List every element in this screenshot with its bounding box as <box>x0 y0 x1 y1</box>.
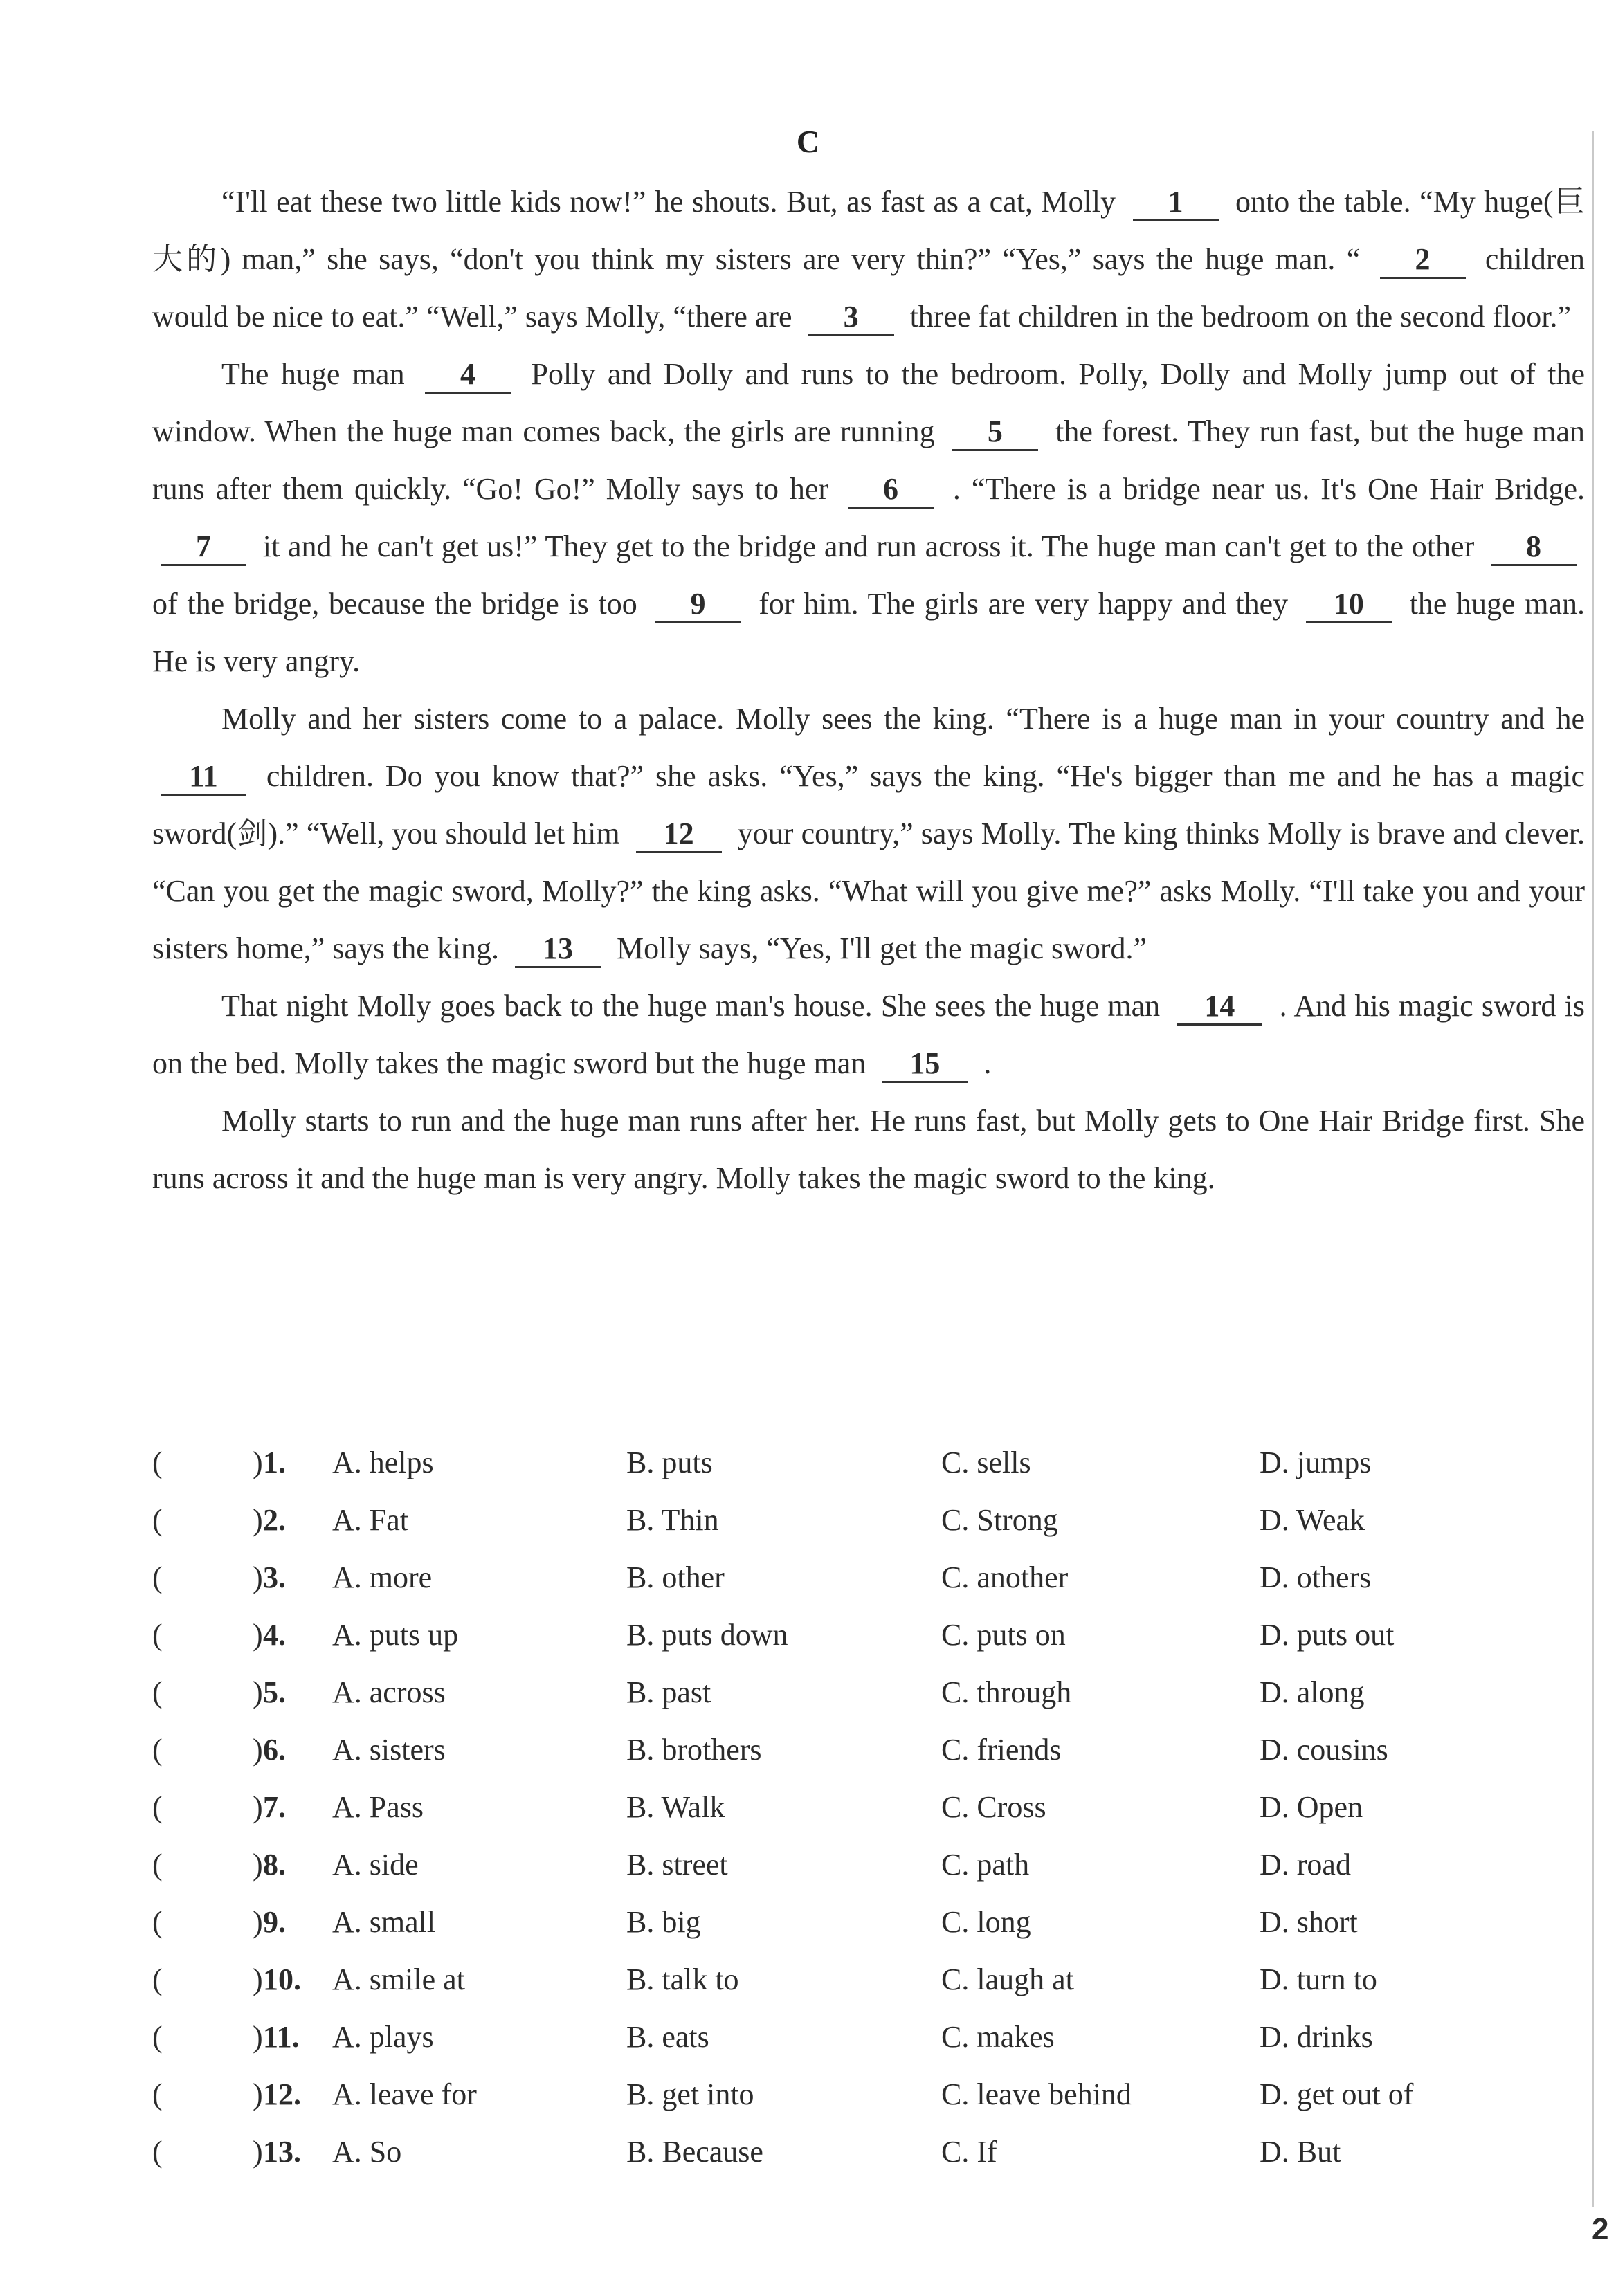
question-row <box>152 1951 1585 2008</box>
answer-blank[interactable]: 3 <box>808 300 894 336</box>
question-row <box>152 1893 1585 1951</box>
option-b: B. Walk <box>626 1790 725 1824</box>
answer-paren-open[interactable]: ( <box>152 1790 163 1824</box>
answer-blank[interactable]: 13 <box>515 931 601 968</box>
answer-paren-open[interactable]: ( <box>152 2077 163 2111</box>
option-a: A. Pass <box>332 1790 424 1824</box>
option-d: D. short <box>1260 1905 1358 1939</box>
answer-blank[interactable]: 4 <box>425 357 511 394</box>
option-b: B. Thin <box>626 1503 719 1537</box>
question-number: 2. <box>263 1503 286 1537</box>
answer-paren-open[interactable]: ( <box>152 1905 163 1939</box>
option-a: A. plays <box>332 2020 434 2054</box>
option-b: B. puts down <box>626 1618 788 1652</box>
option-c: C. Strong <box>941 1503 1058 1537</box>
passage-text: The huge man <box>221 357 405 391</box>
answer-paren-close[interactable]: ) <box>253 1962 263 1996</box>
answer-blank[interactable]: 6 <box>848 472 934 509</box>
option-c: C. puts on <box>941 1618 1066 1652</box>
answer-paren-open[interactable]: ( <box>152 1848 163 1882</box>
passage-paragraph <box>152 1092 1585 1207</box>
answer-paren-open[interactable]: ( <box>152 2135 163 2169</box>
answer-blank[interactable]: 5 <box>952 414 1038 451</box>
cloze-passage <box>152 173 1585 1207</box>
answer-paren-close[interactable]: ) <box>253 1446 263 1479</box>
option-a: A. across <box>332 1675 446 1709</box>
answer-blank[interactable]: 2 <box>1380 242 1466 279</box>
option-a: A. So <box>332 2135 402 2169</box>
answer-paren-open[interactable]: ( <box>152 1675 163 1709</box>
passage-text: Molly and her sisters come to a palace. Molly sees the king. “There is a huge man in your country and he <box>221 702 1585 736</box>
option-c: C. laugh at <box>941 1962 1074 1996</box>
answer-blank[interactable]: 8 <box>1491 529 1577 566</box>
answer-paren-open[interactable]: ( <box>152 1560 163 1594</box>
passage-text: your country,” says Molly. The king thinks Molly is brave and clever. “Can you get the magic sword, Molly?” the king asks. “What will you give me?” asks Molly. “I'll take you and your sisters home,” says the king. <box>152 817 1585 965</box>
option-b: B. other <box>626 1560 725 1594</box>
answer-blank[interactable]: 1 <box>1133 185 1219 221</box>
option-d: D. But <box>1260 2135 1341 2169</box>
answer-blank[interactable]: 11 <box>161 759 246 796</box>
passage-text: . And his magic sword is on the bed. Molly takes the magic sword but the huge man <box>152 989 1586 1080</box>
option-b: B. eats <box>626 2020 709 2054</box>
passage-text: . <box>983 1046 992 1080</box>
section-title: C <box>796 124 820 159</box>
passage-text: onto the table. “My huge(巨大的) man,” she says, “don't you think my sisters are very thin?” “Yes,” says the huge man. “ <box>152 185 1586 276</box>
passage-text: of the bridge, because the bridge is too <box>152 587 637 621</box>
option-d: D. puts out <box>1260 1618 1395 1652</box>
option-a: A. more <box>332 1560 433 1594</box>
question-number: 10. <box>263 1962 301 1996</box>
question-row <box>152 2008 1585 2066</box>
option-c: C. long <box>941 1905 1031 1939</box>
option-c: C. leave behind <box>941 2077 1132 2111</box>
passage-paragraph <box>152 977 1585 1092</box>
answer-paren-open[interactable]: ( <box>152 1962 163 1996</box>
answer-paren-close[interactable]: ) <box>253 1618 263 1652</box>
question-row <box>152 1491 1585 1549</box>
passage-text: the huge man. He is very angry. <box>152 587 1586 678</box>
question-number: 5. <box>263 1675 286 1709</box>
question-number: 8. <box>263 1848 286 1882</box>
option-d: D. jumps <box>1260 1446 1372 1479</box>
option-b: B. puts <box>626 1446 713 1479</box>
option-b: B. street <box>626 1848 728 1882</box>
option-d: D. others <box>1260 1560 1372 1594</box>
answer-paren-close[interactable]: ) <box>253 1675 263 1709</box>
question-number: 1. <box>263 1446 286 1479</box>
passage-text: it and he can't get us!” They get to the bridge and run across it. The huge man can't get to the other <box>262 529 1475 563</box>
answer-paren-close[interactable]: ) <box>253 2077 263 2111</box>
answer-paren-close[interactable]: ) <box>253 1560 263 1594</box>
option-a: A. puts up <box>332 1618 459 1652</box>
answer-blank[interactable]: 14 <box>1177 989 1262 1026</box>
option-d: D. get out of <box>1260 2077 1414 2111</box>
question-number: 4. <box>263 1618 286 1652</box>
question-list <box>152 1434 1585 2180</box>
passage-text: Molly says, “Yes, I'll get the magic sword.” <box>617 931 1147 965</box>
answer-paren-close[interactable]: ) <box>253 2135 263 2169</box>
option-c: C. sells <box>941 1446 1031 1479</box>
page-number: 2 <box>1592 2212 1609 2246</box>
passage-text: children would be nice to eat.” “Well,” says Molly, “there are <box>152 242 1586 334</box>
option-d: D. turn to <box>1260 1962 1377 1996</box>
question-row <box>152 1664 1585 1721</box>
answer-paren-open[interactable]: ( <box>152 1733 163 1767</box>
question-number: 9. <box>263 1905 286 1939</box>
question-row <box>152 1836 1585 1893</box>
passage-paragraph <box>152 345 1585 690</box>
answer-paren-open[interactable]: ( <box>152 1503 163 1537</box>
passage-text: “I'll eat these two little kids now!” he shouts. But, as fast as a cat, Molly <box>221 185 1116 219</box>
answer-paren-open[interactable]: ( <box>152 2020 163 2054</box>
question-row <box>152 2066 1585 2123</box>
option-b: B. big <box>626 1905 701 1939</box>
option-a: A. Fat <box>332 1503 408 1537</box>
option-c: C. path <box>941 1848 1030 1882</box>
passage-text: the forest. They run fast, but the huge man runs after them quickly. “Go! Go!” Molly says to her <box>152 414 1586 506</box>
option-a: A. sisters <box>332 1733 446 1767</box>
answer-blank[interactable]: 10 <box>1306 587 1392 623</box>
question-number: 12. <box>263 2077 301 2111</box>
question-row <box>152 1549 1585 1606</box>
option-c: C. makes <box>941 2020 1055 2054</box>
question-number: 6. <box>263 1733 286 1767</box>
question-number: 7. <box>263 1790 286 1824</box>
option-d: D. Open <box>1260 1790 1363 1824</box>
answer-paren-open[interactable]: ( <box>152 1446 163 1479</box>
option-c: C. friends <box>941 1733 1062 1767</box>
passage-text: three fat children in the bedroom on the second floor.” <box>909 300 1572 334</box>
option-b: B. talk to <box>626 1962 739 1996</box>
question-number: 3. <box>263 1560 286 1594</box>
answer-paren-close[interactable]: ) <box>253 1790 263 1824</box>
answer-paren-close[interactable]: ) <box>253 2020 263 2054</box>
question-number: 11. <box>263 2020 300 2054</box>
passage-text: children. Do you know that?” she asks. “Yes,” says the king. “He's bigger than me and he has a magic sword(剑).” “Well, you should let him <box>152 759 1585 850</box>
answer-paren-close[interactable]: ) <box>253 1905 263 1939</box>
option-b: B. brothers <box>626 1733 762 1767</box>
question-number: 13. <box>263 2135 301 2169</box>
passage-text: for him. The girls are very happy and they <box>759 587 1289 621</box>
option-d: D. Weak <box>1260 1503 1365 1537</box>
page-edge-divider <box>1592 131 1594 2207</box>
option-d: D. drinks <box>1260 2020 1373 2054</box>
passage-text: That night Molly goes back to the huge man's house. She sees the huge man <box>221 989 1161 1023</box>
option-d: D. along <box>1260 1675 1365 1709</box>
option-c: C. Cross <box>941 1790 1046 1824</box>
answer-blank[interactable]: 9 <box>655 587 741 623</box>
option-b: B. past <box>626 1675 711 1709</box>
passage-text: Molly starts to run and the huge man runs after her. He runs fast, but Molly gets to One Hair Bridge first. She runs across it and the huge man is very angry. Molly takes the magic sword to the king. <box>152 1104 1585 1195</box>
question-row <box>152 1606 1585 1664</box>
question-row <box>152 1778 1585 1836</box>
answer-paren-close[interactable]: ) <box>253 1503 263 1537</box>
option-a: A. small <box>332 1905 436 1939</box>
option-c: C. another <box>941 1560 1069 1594</box>
option-a: A. side <box>332 1848 419 1882</box>
passage-text: . “There is a bridge near us. It's One Hair Bridge. <box>952 472 1586 506</box>
answer-blank[interactable]: 15 <box>882 1046 968 1083</box>
question-row <box>152 1721 1585 1778</box>
option-d: D. road <box>1260 1848 1351 1882</box>
option-c: C. through <box>941 1675 1072 1709</box>
option-d: D. cousins <box>1260 1733 1388 1767</box>
question-row <box>152 1434 1585 1491</box>
passage-text: Polly and Dolly and runs to the bedroom. Polly, Dolly and Molly jump out of the window. When the huge man comes back, the girls are running <box>152 357 1586 448</box>
option-a: A. helps <box>332 1446 434 1479</box>
option-b: B. get into <box>626 2077 754 2111</box>
option-b: B. Because <box>626 2135 763 2169</box>
option-a: A. leave for <box>332 2077 477 2111</box>
passage-paragraph <box>152 690 1585 977</box>
passage-paragraph <box>152 173 1585 345</box>
answer-blank[interactable]: 7 <box>161 529 246 566</box>
answer-blank[interactable]: 12 <box>636 817 722 853</box>
option-a: A. smile at <box>332 1962 465 1996</box>
answer-paren-open[interactable]: ( <box>152 1618 163 1652</box>
option-c: C. If <box>941 2135 997 2169</box>
answer-paren-close[interactable]: ) <box>253 1848 263 1882</box>
answer-paren-close[interactable]: ) <box>253 1733 263 1767</box>
question-row <box>152 2123 1585 2180</box>
